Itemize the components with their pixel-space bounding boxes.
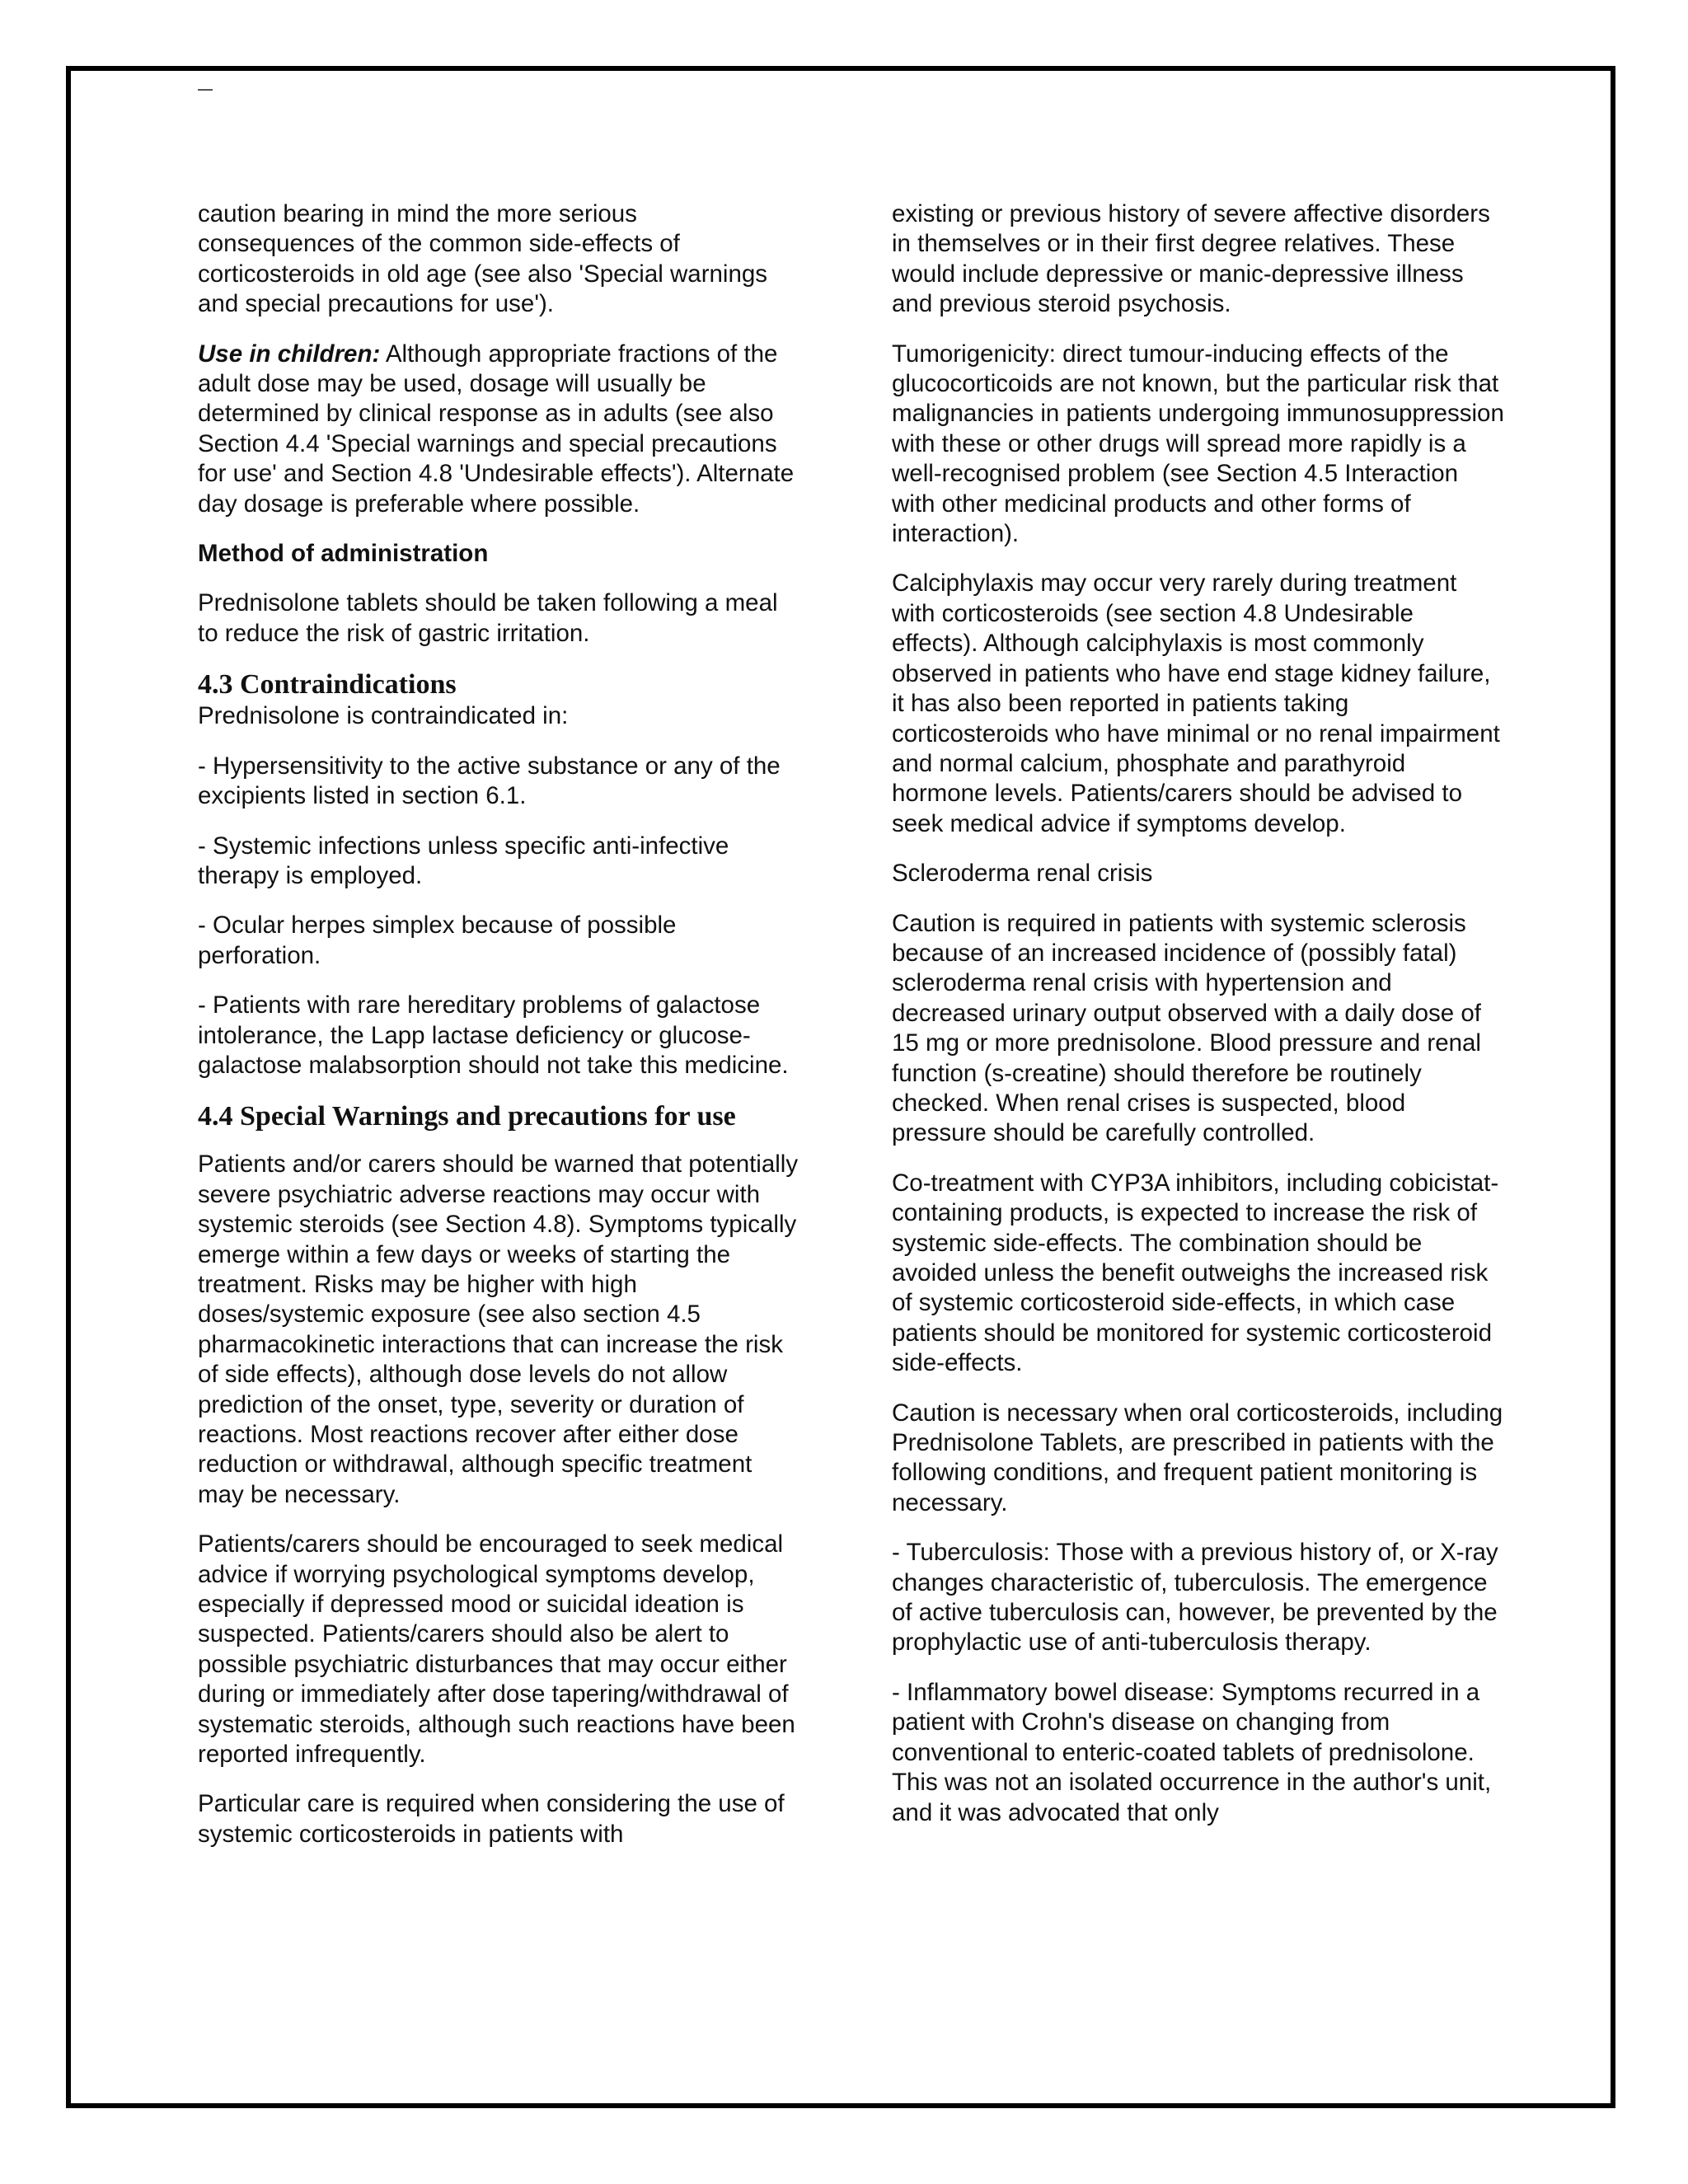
contraindication-item: - Systemic infections unless specific anti-infective therapy is employed.: [198, 832, 729, 889]
paragraph-particular-care: Particular care is required when considering the use of systemic corticosteroids in patients with: [198, 1790, 785, 1848]
paragraph-tuberculosis: - Tuberculosis: Those with a previous history of, or X-ray changes characteristic of, tuberculosis. The emergence of active tuberculosis can, however, be prevented by the prophylactic use of anti-tuberculosis therapy.: [892, 1539, 1498, 1657]
paragraph-psychiatric-warning: Patients and/or carers should be warned that potentially severe psychiatric adverse reactions may occur with systemic steroids (see Section 4.8). Symptoms typically emerge within a few days or weeks of starting the treatment. Risks may be higher with high doses/systemic exposure (see also section 4.5 pharmacokinetic interactions that can increase the risk of side effects), although dose levels do not allow prediction of the onset, type, severity or duration of reactions. Most reactions recover after either dose reduction or withdrawal, although specific treatment may be necessary.: [198, 1151, 799, 1508]
section-4-3-heading: 4.3 Contraindications: [198, 669, 457, 701]
paragraph-seek-advice: Patients/carers should be encouraged to seek medical advice if worrying psychological symptoms develop, especially if depressed mood or suicidal ideation is suspected. Patients/carers should also be alert to possible psychiatric disturbances that may occur either during or immediately after dose tapering/withdrawal of systematic steroids, although such reactions have been reported infrequently.: [198, 1530, 795, 1769]
contraindication-item: - Ocular herpes simplex because of possible perforation.: [198, 912, 677, 969]
scleroderma-renal-crisis-heading: Scleroderma renal crisis: [892, 860, 1153, 888]
use-in-children-text: Although appropriate fractions of the adult dose may be used, dosage will usually be determined by clinical response as in adults (see also Section 4.4 'Special warnings and special precautions for use' and Section 4.8 'Undesirable effects'). Alternate day dosage is preferable where possible.: [198, 340, 795, 518]
paragraph-systemic-sclerosis: Caution is required in patients with systemic sclerosis because of an increased incidence of (possibly fatal) scleroderma renal crisis with hypertension and decreased urinary output observed with a daily dose of 15 mg or more prednisolone. Blood pressure and renal function (s-creatine) should therefore be routinely checked. When renal crises is suspected, blood pressure should be carefully controlled.: [892, 909, 1481, 1147]
method-of-administration-heading: Method of administration: [198, 540, 489, 568]
contraindication-item: - Hypersensitivity to the active substance or any of the excipients listed in section 6.1.: [198, 752, 781, 810]
page-top-mark: [198, 89, 213, 91]
left-column: [198, 199, 799, 1869]
paragraph-cyp3a-inhibitors: Co-treatment with CYP3A inhibitors, including cobicistat-containing products, is expected to increase the risk of systemic side-effects. The combination should be avoided unless the benefit outweighs the increased risk of systemic corticosteroid side-effects, in which case patients should be monitored for systemic corticosteroid side-effects.: [892, 1169, 1499, 1377]
section-4-4-heading: 4.4 Special Warnings and precautions for use: [198, 1101, 736, 1132]
paragraph-calciphylaxis: Calciphylaxis may occur very rarely during treatment with corticosteroids (see section 4.8 Undesirable effects). Although calciphylaxis is most commonly observed in patients who have end stage kidney failure, it has also been reported in patients taking corticosteroids who have minimal or no renal impairment and normal calcium, phosphate and parathyroid hormone levels. Patients/carers should be advised to seek medical advice if symptoms develop.: [892, 569, 1500, 837]
paragraph-tumorigenicity: Tumorigenicity: direct tumour-inducing effects of the glucocorticoids are not known, but the particular risk that malignancies in patients undergoing immunosuppression with these or other drugs will spread more rapidly is a well-recognised problem (see Section 4.5 Interaction with other medicinal products and other forms of interaction).: [892, 340, 1504, 548]
paragraph-method: Prednisolone tablets should be taken following a meal to reduce the risk of gastric irritation.: [198, 589, 778, 647]
right-column: [892, 199, 1506, 1848]
use-in-children-label: Use in children:: [198, 340, 381, 368]
paragraph-affective-disorders: existing or previous history of severe affective disorders in themselves or in their first degree relatives. These would include depressive or manic-depressive illness and previous steroid psychosis.: [892, 200, 1490, 318]
contraindication-item: - Patients with rare hereditary problems of galactose intolerance, the Lapp lactase deficiency or glucose-galactose malabsorption should not take this medicine.: [198, 991, 789, 1079]
contraindications-intro: Prednisolone is contraindicated in:: [198, 702, 569, 730]
paragraph-elderly-caution: caution bearing in mind the more serious consequences of the common side-effects of corticosteroids in old age (see also 'Special warnings and special precautions for use').: [198, 200, 768, 318]
paragraph-inflammatory-bowel: - Inflammatory bowel disease: Symptoms recurred in a patient with Crohn's disease on changing from conventional to enteric-coated tablets of prednisolone. This was not an isolated occurrence in the author's unit, and it was advocated that only: [892, 1678, 1492, 1826]
paragraph-caution-conditions: Caution is necessary when oral corticosteroids, including Prednisolone Tablets, are prescribed in patients with the following conditions, and frequent patient monitoring is necessary.: [892, 1399, 1503, 1516]
paragraph-use-in-children: [198, 340, 799, 519]
